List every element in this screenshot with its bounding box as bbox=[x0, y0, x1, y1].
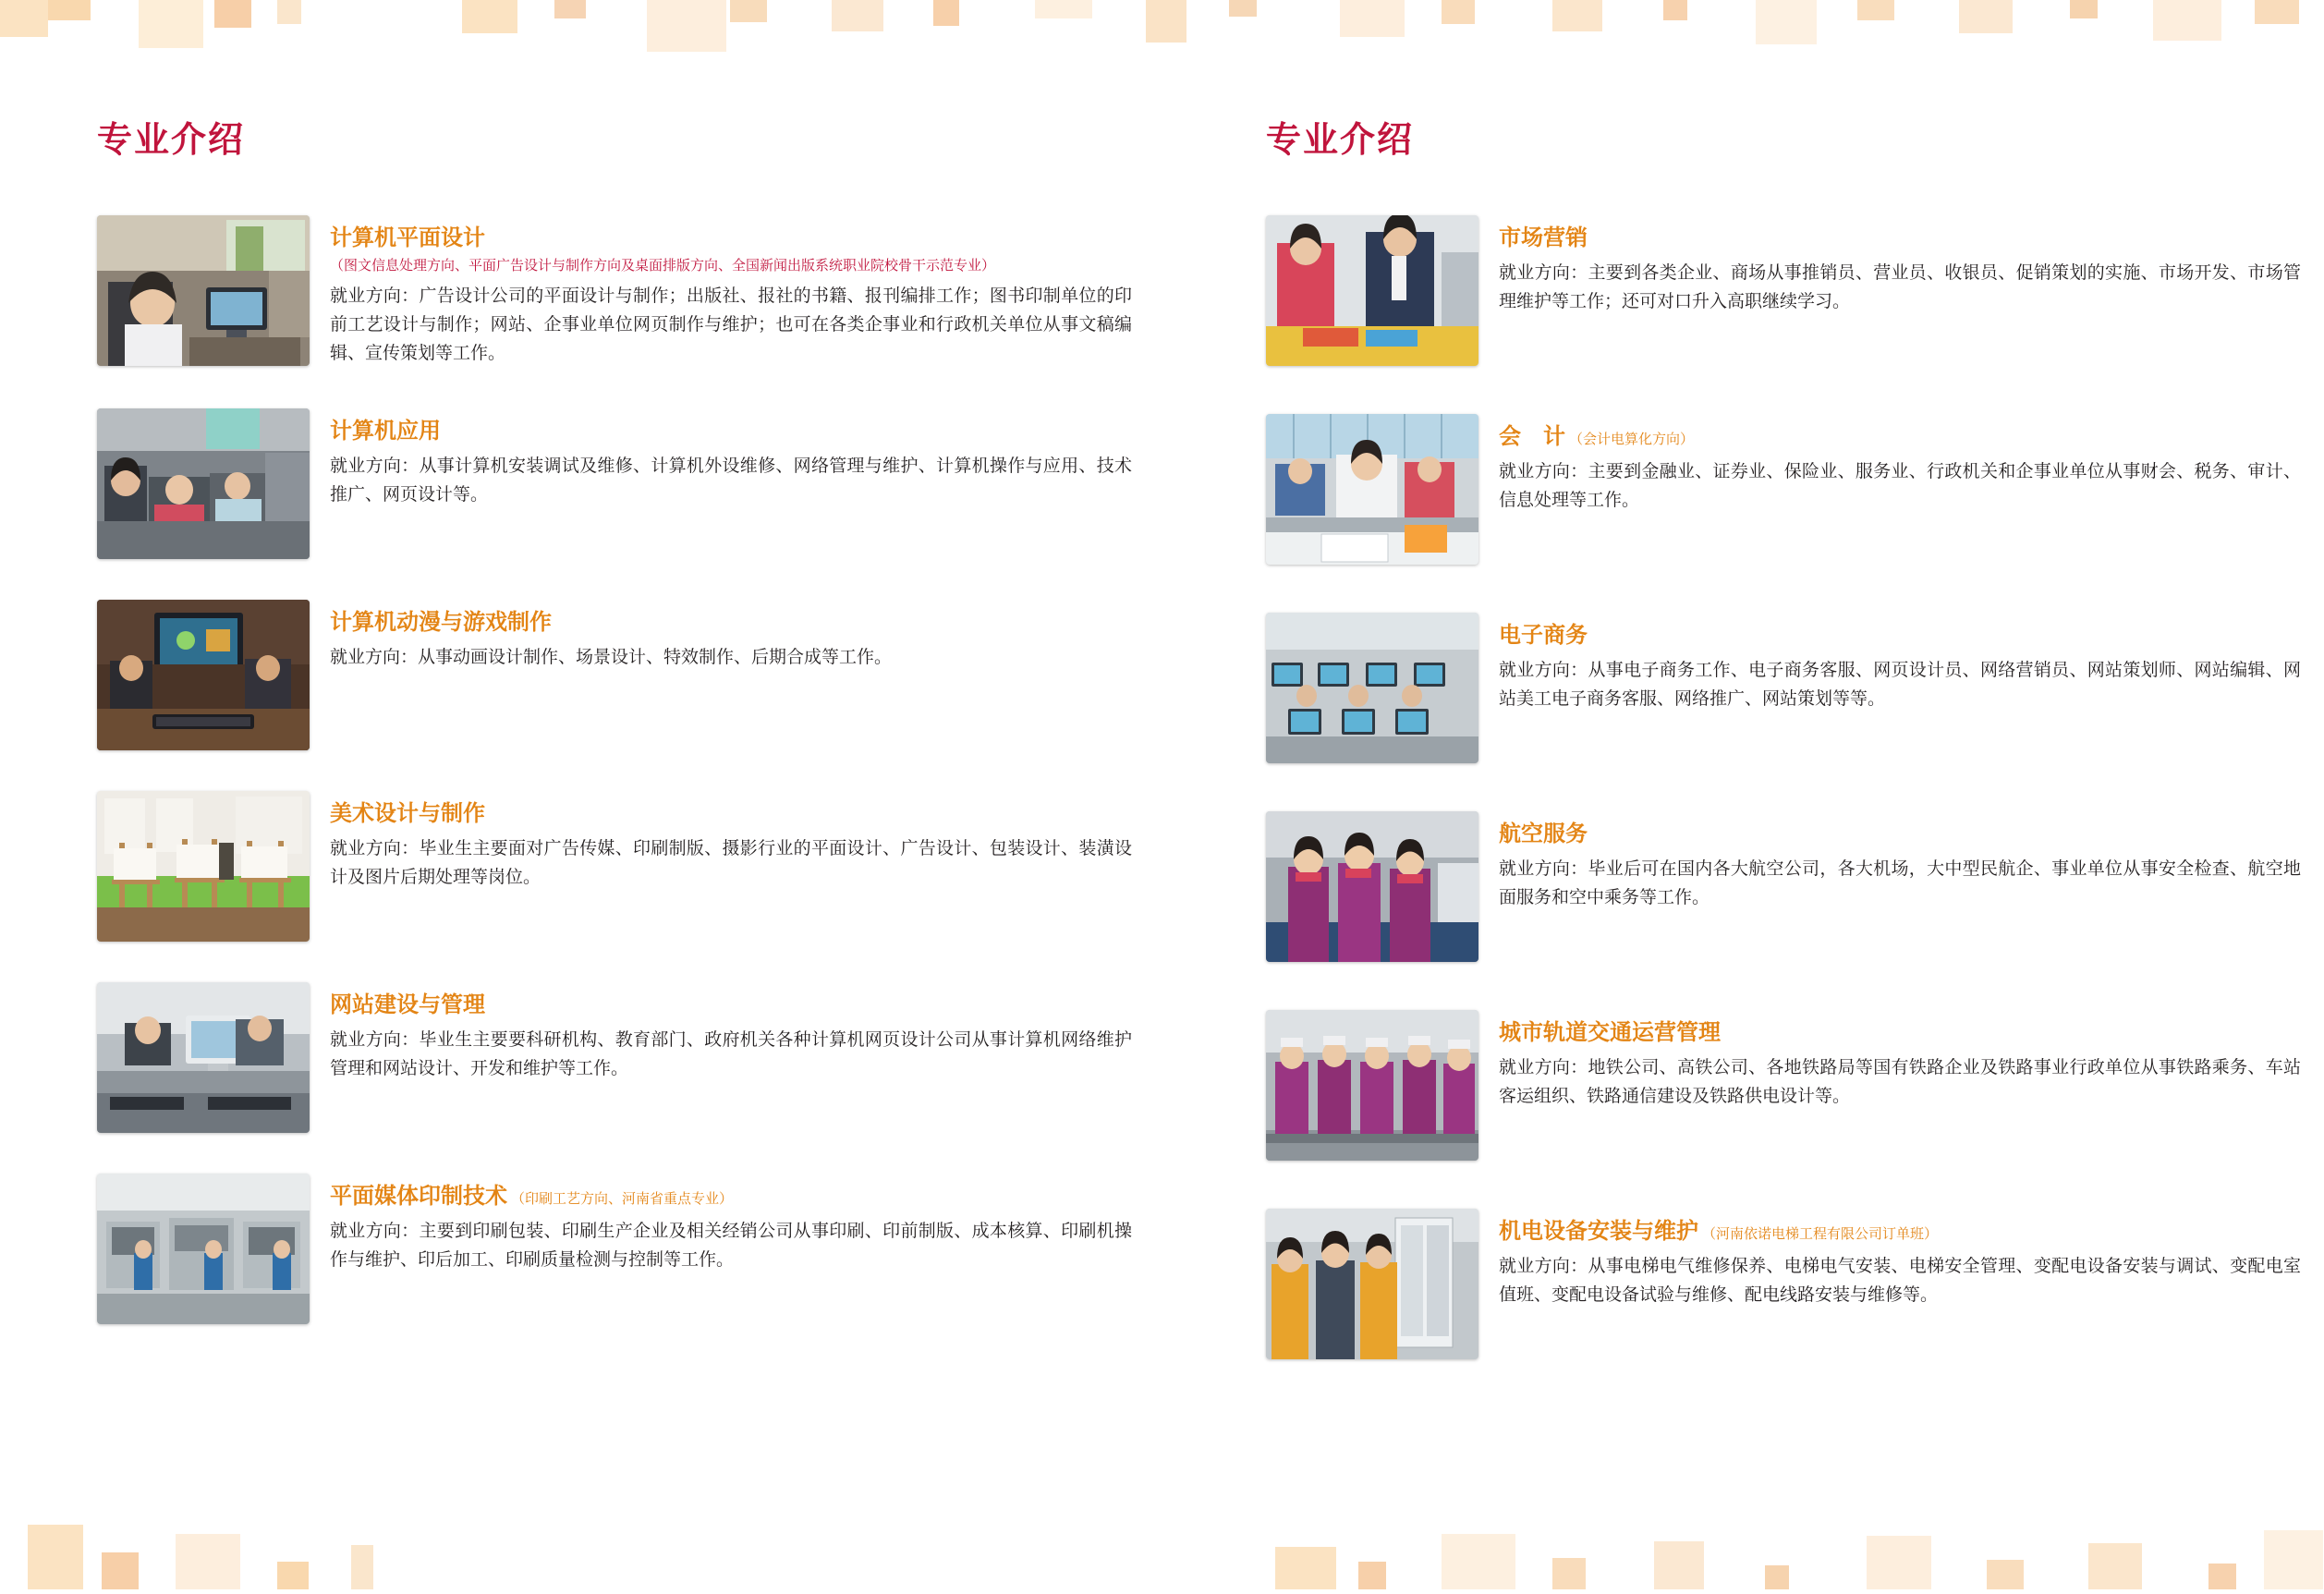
program-title-suffix: （印刷工艺方向、河南省重点专业） bbox=[511, 1191, 734, 1208]
program-body bbox=[330, 982, 1132, 1084]
program-description: 就业方向：主要到各类企业、商场从事推销员、营业员、收银员、促销策划的实施、市场开发、市场管理维护等工作；还可对口升入高职继续学习。 bbox=[1499, 263, 2301, 311]
page-title-left: 专业介绍 bbox=[97, 121, 246, 160]
program-entry bbox=[97, 215, 1132, 368]
program-body bbox=[1499, 1010, 2301, 1112]
program-title-suffix: （会计电算化方向） bbox=[1569, 432, 1695, 447]
program-description: 就业方向：从事电梯电气维修保养、电梯电气安装、电梯安全管理、变配电设备安装与调试、变配电室值班、变配电设备试验与维修、配电线路安装与维修等。 bbox=[1499, 1257, 2301, 1305]
program-title-text: 平面媒体印制技术 bbox=[330, 1184, 507, 1210]
photo-students-hardware-lab bbox=[97, 408, 310, 559]
program-body bbox=[330, 600, 1132, 673]
program-body bbox=[1499, 215, 2301, 317]
program-entry bbox=[97, 982, 1132, 1133]
photo-elevator-training bbox=[1266, 1209, 1478, 1359]
photo-accounting-classroom bbox=[1266, 414, 1478, 565]
program-title bbox=[1499, 423, 2301, 451]
program-note: （图文信息处理方向、平面广告设计与制作方向及桌面排版方向、全国新闻出版系统职业院校骨干示范专业） bbox=[330, 258, 996, 274]
program-body bbox=[330, 215, 1132, 368]
program-title: 航空服务 bbox=[1499, 821, 1588, 846]
program-entry bbox=[1266, 613, 2301, 763]
program-description: 就业方向：从事计算机安装调试及维修、计算机外设维修、网络管理与维护、计算机操作与应用、技术推广、网页设计等。 bbox=[330, 456, 1132, 505]
program-title bbox=[330, 1183, 1132, 1211]
photo-web-dev-lab bbox=[97, 982, 310, 1133]
program-entry bbox=[1266, 215, 2301, 366]
photo-office-woman-computer bbox=[97, 215, 310, 366]
photo-rail-attendants-line bbox=[1266, 1010, 1478, 1161]
photo-flight-attendants-cabin bbox=[1266, 811, 1478, 962]
program-title: 城市轨道交通运营管理 bbox=[1499, 1020, 1721, 1045]
program-description: 就业方向：主要到金融业、证券业、保险业、服务业、行政机关和企事业单位从事财会、税务、审计、信息处理等工作。 bbox=[1499, 462, 2301, 510]
program-body bbox=[1499, 811, 2301, 913]
program-body bbox=[1499, 1209, 2301, 1310]
photo-game-design-room bbox=[97, 600, 310, 750]
program-title: 美术设计与制作 bbox=[330, 801, 485, 827]
program-body bbox=[1499, 613, 2301, 714]
program-title: 市场营销 bbox=[1499, 225, 1588, 250]
program-entry bbox=[1266, 1209, 2301, 1359]
program-description: 就业方向：从事动画设计制作、场景设计、特效制作、后期合成等工作。 bbox=[330, 648, 893, 668]
left-column bbox=[97, 111, 1132, 1365]
program-title: 计算机平面设计 bbox=[330, 225, 485, 250]
photo-computer-lab-rows bbox=[1266, 613, 1478, 763]
program-entry bbox=[97, 408, 1132, 559]
program-description: 就业方向：广告设计公司的平面设计与制作；出版社、报社的书籍、报刊编排工作；图书印制单位的印前工艺设计与制作；网站、企事业单位网页制作与维护；也可在各类企事业和行政机关单位从事文稿编辑、宣传策划等工作。 bbox=[330, 286, 1132, 363]
program-entry bbox=[97, 1174, 1132, 1324]
program-body bbox=[330, 1174, 1132, 1275]
program-entry bbox=[1266, 811, 2301, 962]
photo-printing-workshop bbox=[97, 1174, 310, 1324]
photo-art-easel-studio bbox=[97, 791, 310, 942]
program-title: 网站建设与管理 bbox=[330, 992, 485, 1018]
program-description: 就业方向：毕业生主要要科研机构、教育部门、政府机关各种计算机网页设计公司从事计算机网络维护管理和网站设计、开发和维护等工作。 bbox=[330, 1030, 1132, 1079]
program-title-text: 机电设备安装与维护 bbox=[1499, 1219, 1698, 1244]
program-description: 就业方向：地铁公司、高铁公司、各地铁路局等国有铁路企业及铁路事业行政单位从事铁路乘务、车站客运组织、铁路通信建设及铁路供电设计等。 bbox=[1499, 1058, 2301, 1106]
program-entry bbox=[97, 600, 1132, 750]
right-column bbox=[1266, 111, 2301, 1407]
program-description: 就业方向：从事电子商务工作、电子商务客服、网页设计员、网络营销员、网站策划师、网站编辑、网站美工电子商务客服、网络推广、网站策划等等。 bbox=[1499, 661, 2301, 709]
program-description: 就业方向：毕业后可在国内各大航空公司，各大机场，大中型民航企、事业单位从事安全检查、航空地面服务和空中乘务等工作。 bbox=[1499, 859, 2301, 907]
program-title bbox=[1499, 1218, 2301, 1246]
program-title-suffix: （河南依诺电梯工程有限公司订单班） bbox=[1702, 1226, 1939, 1242]
program-body bbox=[330, 408, 1132, 510]
program-title: 电子商务 bbox=[1499, 623, 1588, 648]
program-entry bbox=[1266, 414, 2301, 565]
program-entry bbox=[97, 791, 1132, 942]
program-body bbox=[330, 791, 1132, 893]
program-description: 就业方向：主要到印刷包装、印刷生产企业及相关经销公司从事印刷、印前制版、成本核算、印刷机操作与维护、印后加工、印刷质量检测与控制等工作。 bbox=[330, 1222, 1132, 1271]
photo-market-sales-booth bbox=[1266, 215, 1478, 366]
program-title: 计算机应用 bbox=[330, 419, 441, 444]
program-entry bbox=[1266, 1010, 2301, 1161]
program-description: 就业方向：毕业生主要面对广告传媒、印刷制版、摄影行业的平面设计、广告设计、包装设计、装潢设计及图片后期处理等岗位。 bbox=[330, 839, 1132, 888]
page-title-right: 专业介绍 bbox=[1266, 121, 1415, 160]
program-title-text: 会 计 bbox=[1499, 424, 1565, 449]
program-body bbox=[1499, 414, 2301, 516]
program-title: 计算机动漫与游戏制作 bbox=[330, 610, 552, 636]
